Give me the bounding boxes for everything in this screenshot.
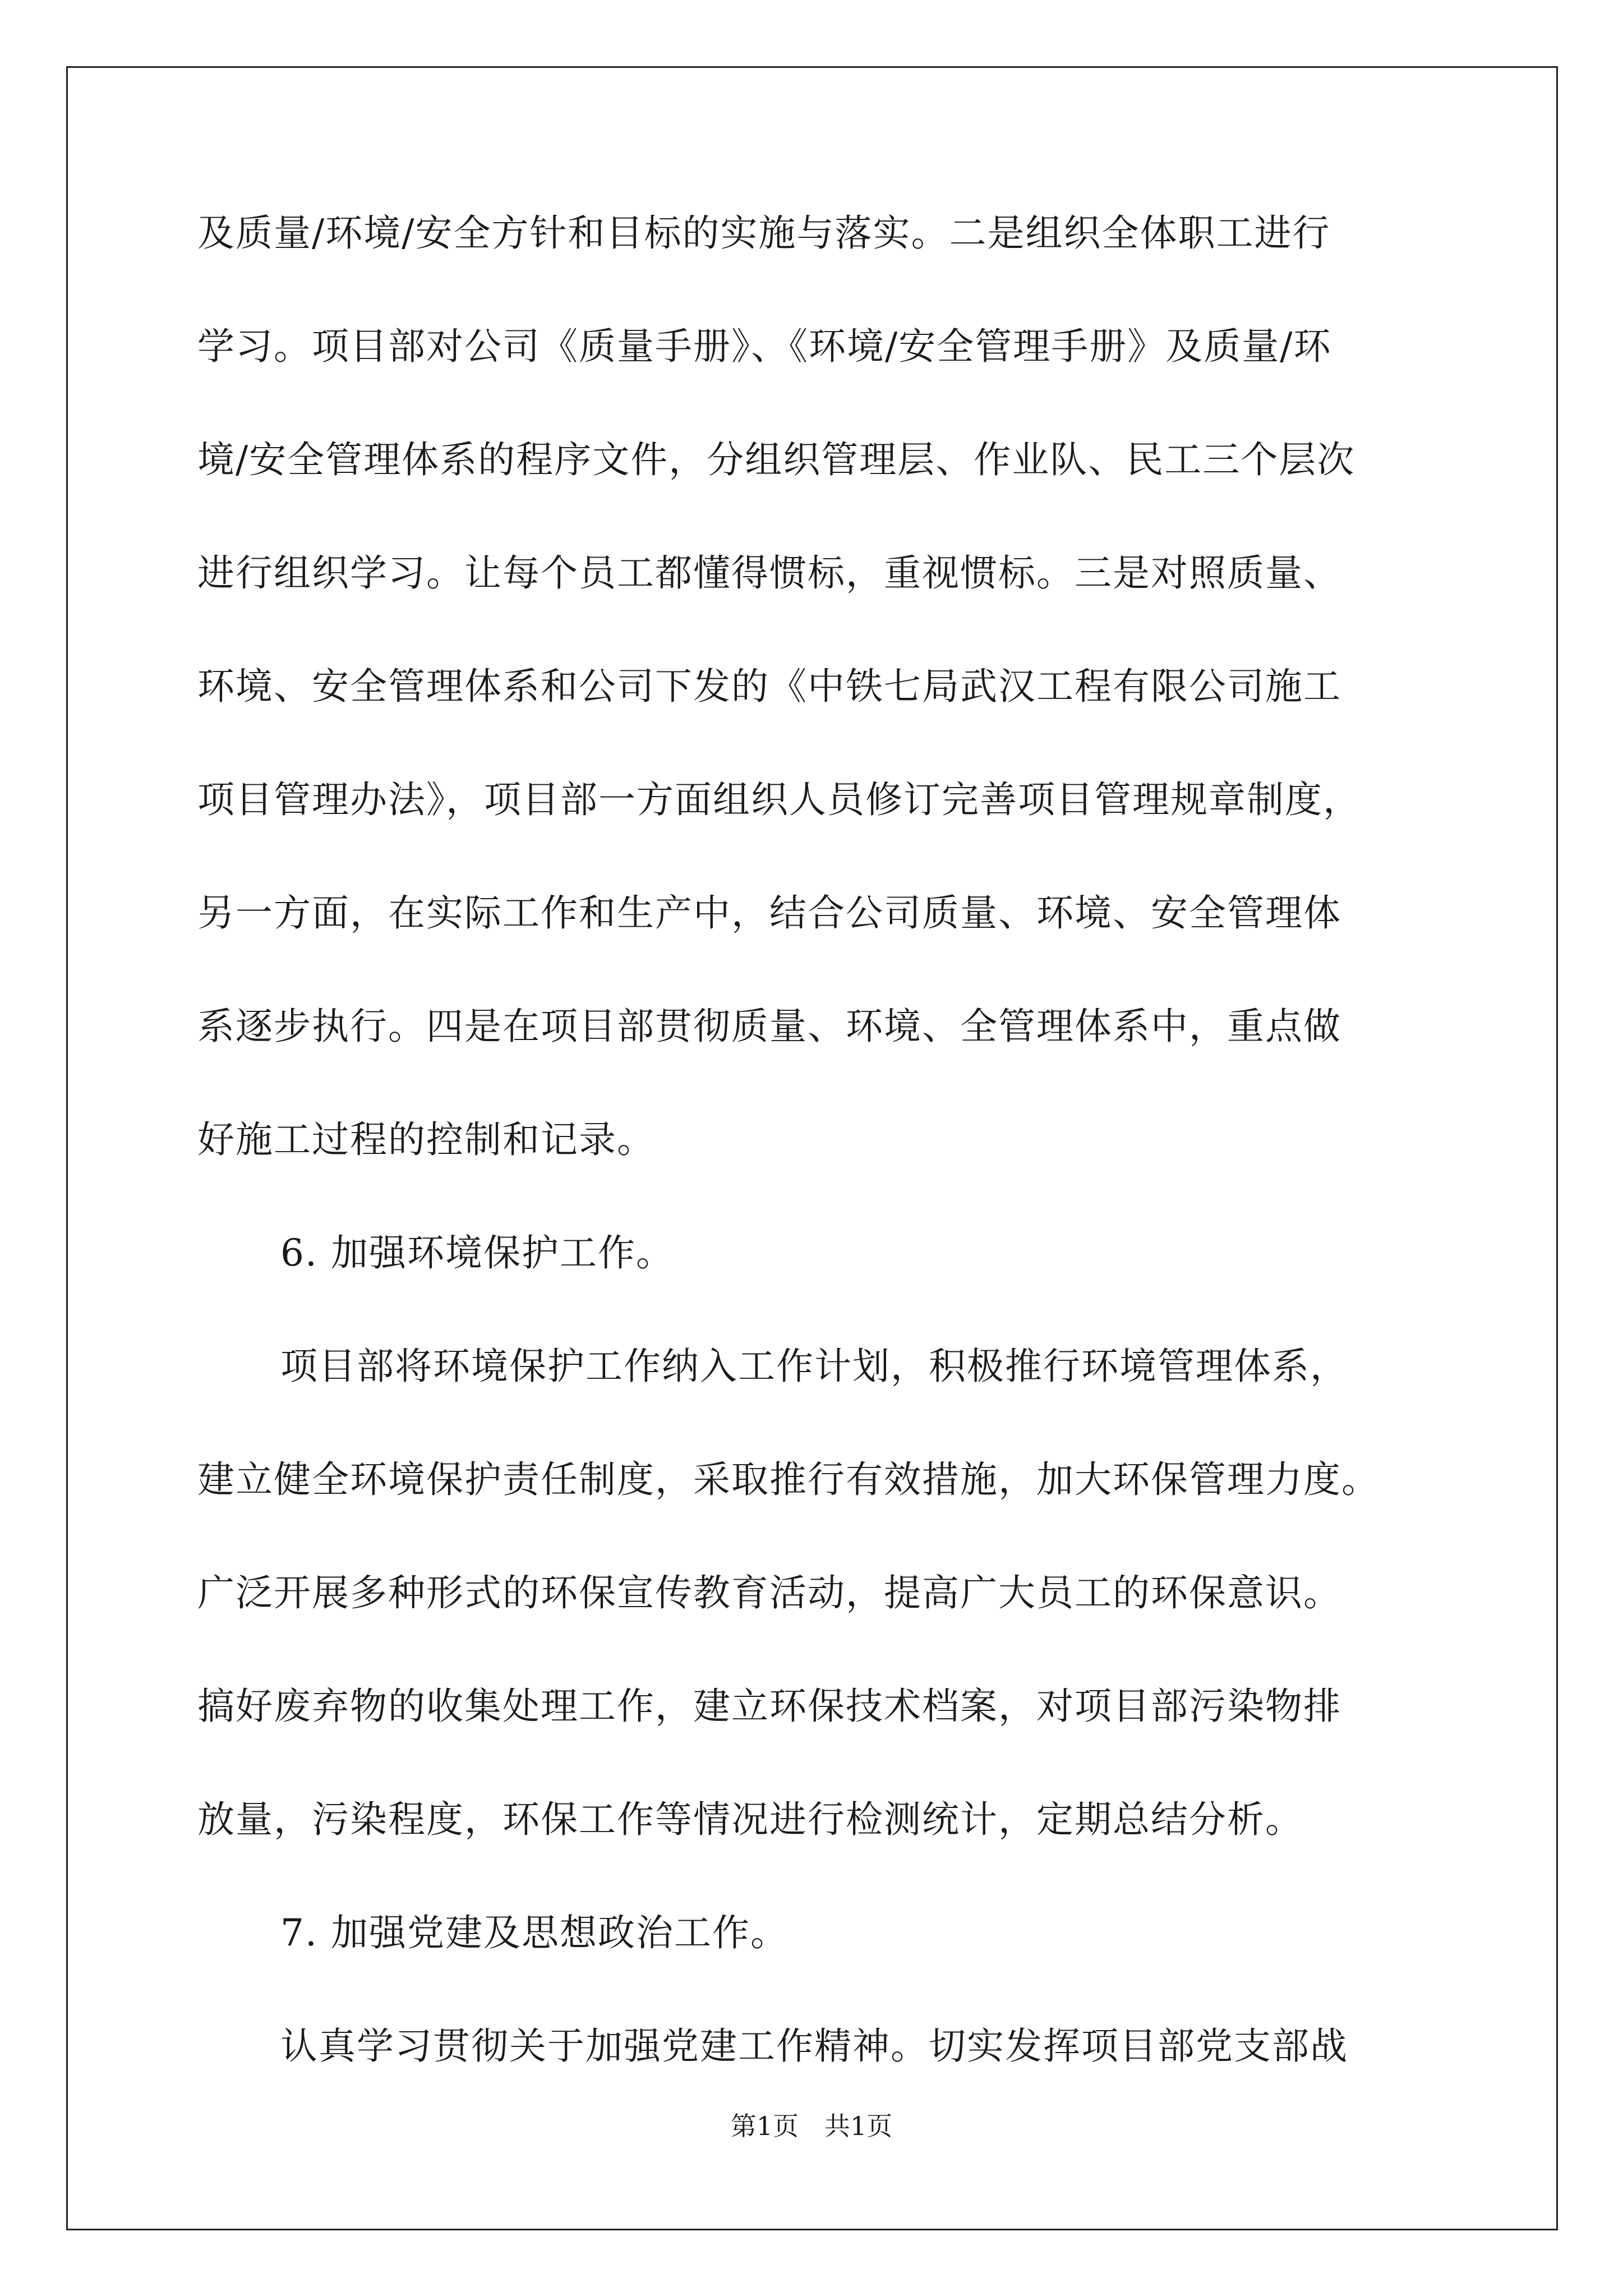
paragraph-line-5: 环境、安全管理体系和公司下发的《中铁七局武汉工程有限公司施工: [197, 665, 1341, 708]
paragraph-line-17: 认真学习贯彻关于加强党建工作精神。切实发挥项目部党支部战: [280, 2024, 1348, 2068]
section-heading-7: 7. 加强党建及思想政治工作。: [280, 1911, 789, 1954]
paragraph-line-2: 学习。项目部对公司《质量手册》、《环境/安全管理手册》及质量/环: [197, 325, 1332, 368]
paragraph-line-4: 进行组织学习。让每个员工都懂得惯标，重视惯标。三是对照质量、: [197, 551, 1341, 595]
paragraph-line-1: 及质量/环境/安全方针和目标的实施与落实。二是组织全体职工进行: [197, 211, 1331, 255]
paragraph-line-11: 项目部将环境保护工作纳入工作计划，积极推行环境管理体系，: [280, 1345, 1348, 1388]
paragraph-line-14: 搞好废弃物的收集处理工作，建立环保技术档案，对项目部污染物排: [197, 1685, 1341, 1728]
section-heading-6: 6. 加强环境保护工作。: [280, 1231, 674, 1274]
paragraph-line-7: 另一方面，在实际工作和生产中，结合公司质量、环境、安全管理体: [197, 891, 1341, 935]
paragraph-line-9: 好施工过程的控制和记录。: [197, 1118, 655, 1161]
page-number-footer: 第1页 共1页: [730, 2111, 893, 2141]
paragraph-line-15: 放量，污染程度，环保工作等情况进行检测统计，定期总结分析。: [197, 1798, 1303, 1841]
paragraph-line-6: 项目管理办法》，项目部一方面组织人员修订完善项目管理规章制度，: [197, 778, 1361, 821]
paragraph-line-12: 建立健全环境保护责任制度，采取推行有效措施，加大环保管理力度。: [197, 1458, 1380, 1501]
paragraph-line-13: 广泛开展多种形式的环保宣传教育活动，提高广大员工的环保意识。: [197, 1571, 1341, 1614]
paragraph-line-8: 系逐步执行。四是在项目部贯彻质量、环境、全管理体系中，重点做: [197, 1005, 1341, 1048]
paragraph-line-3: 境/安全管理体系的程序文件，分组织管理层、作业队、民工三个层次: [197, 438, 1355, 481]
